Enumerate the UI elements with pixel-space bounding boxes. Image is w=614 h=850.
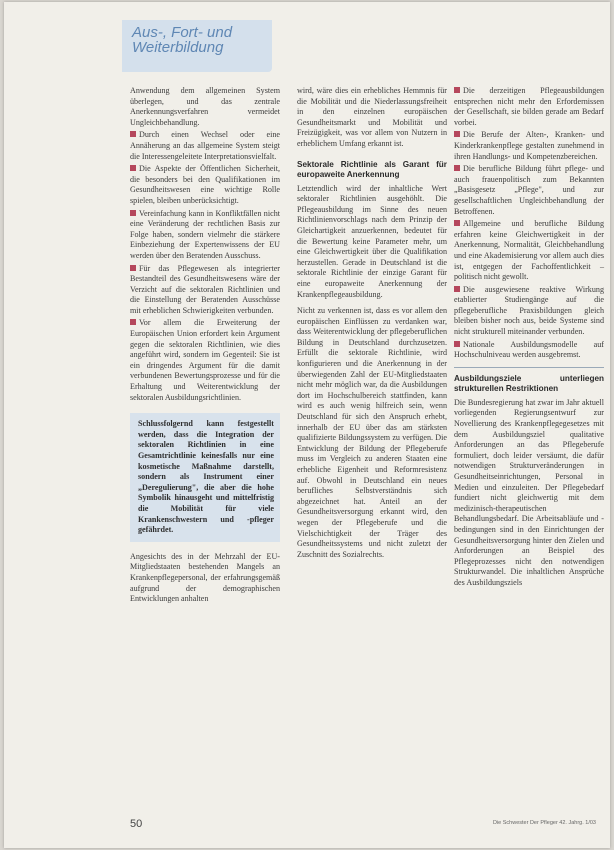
square-bullet-icon bbox=[130, 210, 136, 216]
paragraph: wird, wäre dies ein erhebliches Hemmnis für die Mobilität und die Niederlassungsfreiheit in den einzelnen europäischen Gesundheitsmarkt und Mobilität und Freizügigkeit, was vor allem von Nutzern in erheblichem Umfang erkannt ist. bbox=[297, 86, 447, 148]
paragraph: Anwendung dem allgemeinen System überlegen, und das zentrale Anerkennungsverfahren vermeidet Ungleichbehandlung. bbox=[130, 86, 280, 127]
bullet-item bbox=[130, 318, 280, 403]
bullet-text: Die ausgewiesene reaktive Wirkung etablierter Studiengänge auf die pflegeberufliche Praxisbildungen gleich bleiben bisher noch aus, beide Systeme sind nicht strukturell miteinander verbunden. bbox=[454, 284, 604, 337]
bullet-text: Vor allem die Erweiterung der Europäischen Union erfordert kein Argument gegen die sektoralen Richtlinien, wie dies angeführt wird, sondern im Gegenteil: Sie ist ein dringendes Argument für die damit verbundenen Bewertungsprozesse und für die Erhaltung und Weiterentwicklung der sektoralen Ausbildungsrichtlinien. bbox=[130, 318, 280, 402]
page-footer: Die Schwester Der Pfleger 42. Jahrg. 1/03 bbox=[492, 820, 596, 826]
section-title-line2: Weiterbildung bbox=[132, 39, 224, 56]
bullet-item bbox=[130, 209, 280, 262]
square-bullet-icon bbox=[454, 286, 460, 292]
paragraph: Angesichts des in der Mehrzahl der EU-Mitgliedstaaten bestehenden Mangels an Krankenpflegepersonal, der erfahrungsgemäß aufgrund der demographischen Entwicklungen anhalten bbox=[130, 551, 280, 604]
text-column-2 bbox=[297, 86, 447, 562]
bullet-text: Die berufliche Bildung führt pflege- und auch frauenpolitisch zum Bekannten „Basisgesetz „Pflege", und zur gesellschaftlichen Ungleichbehandlung der Betroffenen. bbox=[454, 164, 604, 216]
paragraph: Die Bundesregierung hat zwar im Jahr aktuell vorliegenden Regierungsentwurf zur Novellierung des Krankenpflegegesetzes mit dem Ausbildungsziel qualitative Anforderungen an das Pflegeberufe formuliert, doch leider versäumt, die dafür notwendigen Strukturveränderungen in Gesundheitseinrichtungen, Personal in Medien und einzuleiten. Der Pflegebedarf fundiert nicht gleichwertig mit dem medizinisch-therapeutischen Behandlungsbedarf. Die Arbeitsabläufe und -bedingungen sind in den Einrichtungen der Gesundheitsversorgung hinter den Zielen und Anforderungen an Beispiel des Pflegeprozesses nicht den notwendigen Strukturwandel. Die inhaltlichen Ansprüche des Ausbildungsziels bbox=[454, 397, 604, 587]
magazine-page bbox=[4, 2, 610, 848]
bullet-item bbox=[454, 164, 604, 217]
page-number: 50 bbox=[130, 818, 143, 830]
bullet-item bbox=[454, 219, 604, 283]
bullet-text: Die Aspekte der Öffentlichen Sicherheit, die besonders bei den Qualifikationen im Gesundheitswesen eine wichtige Rolle spielen, bleiben unberücksichtigt. bbox=[130, 164, 280, 205]
bullet-item bbox=[454, 86, 604, 128]
bullet-text: Vereinfachung kann in Konfliktfällen nicht eine Veränderung der rechtlichen Basis zur Folge haben, sondern vielmehr die stärkere Einbeziehung der Expertenwissens der EU werden über den Beratenden Ausschuss. bbox=[130, 208, 280, 260]
square-bullet-icon bbox=[454, 341, 460, 347]
bullet-item bbox=[454, 340, 604, 361]
bullet-item bbox=[130, 264, 280, 317]
text-column-3 bbox=[454, 86, 604, 591]
square-bullet-icon bbox=[130, 131, 136, 137]
subheading: Ausbildungsziele unterliegen strukturellen Restriktionen bbox=[454, 373, 604, 393]
text-column-1 bbox=[130, 86, 280, 607]
bullet-item bbox=[454, 130, 604, 162]
bullet-item bbox=[130, 164, 280, 206]
section-header bbox=[132, 25, 332, 55]
square-bullet-icon bbox=[454, 87, 460, 93]
bullet-item bbox=[130, 130, 280, 162]
bullet-item bbox=[454, 285, 604, 338]
bullet-text: Allgemeine und berufliche Bildung erfahren keine Gleichwertigkeit in der Anerkennung, Normalität, Gleichbehandlung und eine Akademisierung vor allem auch dies ist, entgegen der Fachoffentlichkeit – politisch nicht gewollt. bbox=[454, 219, 604, 282]
section-divider bbox=[454, 367, 604, 368]
bullet-text: Nationale Ausbildungsmodelle auf Hochschulniveau werden ausgebremst. bbox=[454, 339, 604, 360]
bullet-text: Die derzeitigen Pflegeausbildungen entsprechen nicht mehr den Erfordernissen der Gesellschaft, sie bilden gerade am Bedarf vorbei. bbox=[454, 86, 604, 127]
square-bullet-icon bbox=[130, 265, 136, 271]
subheading: Sektorale Richtlinie als Garant für europaweite Anerkennung bbox=[297, 159, 447, 179]
bullet-text: Für das Pflegewesen als integrierter Bestandteil des Gesundheitswesens wäre der Verzicht auf die sektoralen Richtlinien und die Einstellung der Beratenden Ausschüsse mit erheblichen Schwierigkeiten verbunden. bbox=[130, 263, 280, 315]
highlight-box: Schlussfolgernd kann festgestellt werden, dass die Integration der sektoralen Richtlinien in eine Gesamtrichtlinie keinesfalls nur eine kosmetische Maßnahme darstellt, sondern als Instrument einer „Deregulierung", die aber die hohe Symbolik hinausgeht und mittelfristig die Mobilität für viele Krankenschwestern und -pfleger gefährdet. bbox=[130, 413, 280, 542]
square-bullet-icon bbox=[454, 131, 460, 137]
section-title-line1: Aus-, Fort- und bbox=[132, 24, 233, 41]
paragraph: Nicht zu verkennen ist, dass es vor allem den europäischen Einflüssen zu verdanken war, dass Weiterentwicklung der pflegeberuflichen Bildung in Deutschland durchzusetzen. Erfüllt die sektorale Richtlinie, wird konfigurieren und die Anerkennung in der überwiegenden Zahl der EU-Mitgliedstaaten nicht mehr möglich war, da die Ausbildungen dort im Hochschulbereich stattfinden, kann wird es auch wenig hilfreich sein, wenn Deutschland für sich den Anspruch erhebt, innerhalb der EU über das am stärksten qualifizierte Bildungssystem zu verfügen. Die Entwicklung der Bildung der Pflegeberufe muss im Vergleich zu anderen Staaten eine erhebliche Eigenheit und Reformresistenz auf. Obwohl in Deutschland ein neues berufliches Selbstverständnis sich abgezeichnet hat. Anteil an der Gesundheitsversorgung erkannt wird, den wegen der Pflegeberufe und die Vielschichtigkeit der Träger des Gesundheitssystems und nicht zuletzt der Zuschnitt des Sozialrechts. bbox=[297, 306, 447, 559]
bullet-text: Die Berufe der Alten-, Kranken- und Kinderkrankenpflege gestalten zunehmend in ihren Handlungs- und Kompetenzbereichen. bbox=[454, 130, 604, 161]
bullet-text: Durch einen Wechsel oder eine Annäherung an das allgemeine System steigt die Interessengeleitete Interpretationsvielfalt. bbox=[130, 130, 280, 161]
square-bullet-icon bbox=[130, 319, 136, 325]
paragraph: Letztendlich wird der inhaltliche Wert sektoraler Richtlinien ausgehöhlt. Die Pflegeausbildung im Sinne des neuen Richtlinienvorschlags nach dem Prinzip der Gleichartigkeit anzuerkennen, bedeutet für die Bewertung keine Parameter mehr, um eine Gleichwertigkeit über die Qualifikation herzustellen. Gerade in Deutschland ist die sektorale Richtlinie der einzige Garant für eine europaweite Anerkennung der Krankenpflegeausbildung. bbox=[297, 183, 447, 299]
square-bullet-icon bbox=[454, 165, 460, 171]
square-bullet-icon bbox=[130, 165, 136, 171]
square-bullet-icon bbox=[454, 220, 460, 226]
